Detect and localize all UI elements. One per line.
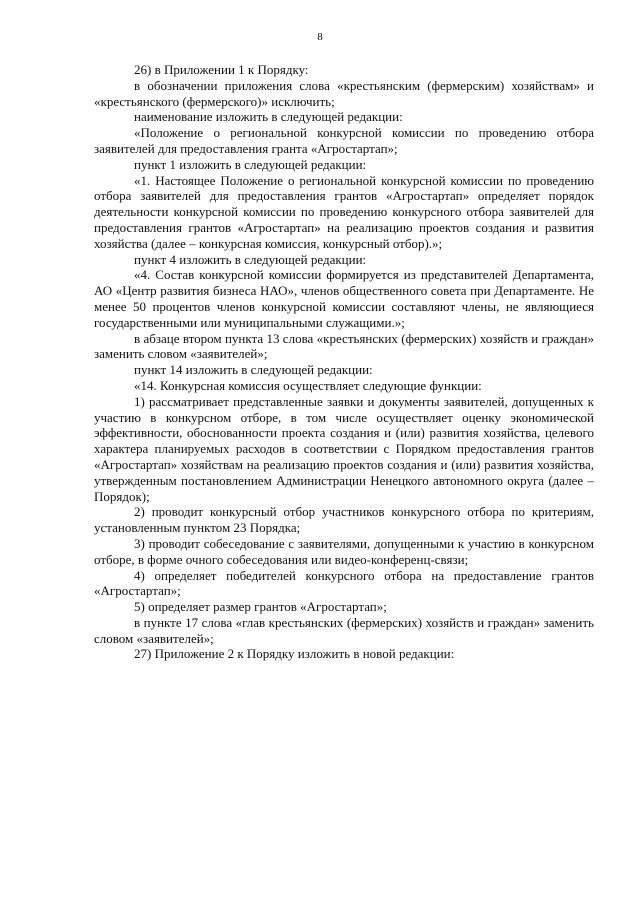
paragraph: «4. Состав конкурсной комиссии формируется из представителей Департамента, АО «Центр развития бизнеса НАО», членов общественного совета при Департаменте. Не менее 50 процентов членов конкурсной комиссии составляют члены, не являющиеся государственными или муниципальными служащими.»;	[94, 267, 594, 330]
paragraph: 2) проводит конкурсный отбор участников конкурсного отбора по критериям, установленным пунктом 23 Порядка;	[94, 504, 594, 536]
paragraph: в абзаце втором пункта 13 слова «крестьянских (фермерских) хозяйств и граждан» заменить словом «заявителей»;	[94, 330, 594, 362]
paragraph: «1. Настоящее Положение о региональной конкурсной комиссии по проведению отбора заявителей для предоставления грантов «Агростартап» определяет порядок деятельности конкурсной комиссии по проведению конкурсного отбора заявителей для предоставления грантов «Агростартап» на реализацию проектов создания и развития хозяйства (далее – конкурсная комиссия, конкурсный отбор).»;	[94, 172, 594, 251]
paragraph: в пункте 17 слова «глав крестьянских (фермерских) хозяйств и граждан» заменить словом «заявителей»;	[94, 614, 594, 646]
paragraph: «Положение о региональной конкурсной комиссии по проведению отбора заявителей для предоставления гранта «Агростартап»;	[94, 125, 594, 156]
paragraph: 1) рассматривает представленные заявки и документы заявителей, допущенных к участию в конкурсном отборе, в том числе осуществляет оценку экономической эффективности, обоснованности проекта создания и (или) развития хозяйства, целевого характера планируемых расходов в соответствии с Порядком предоставления грантов «Агростартап» хозяйствам на реализацию проектов создания и (или) развития хозяйства, утвержденным постановлением Администрации Ненецкого автономного округа (далее – Порядок);	[94, 393, 594, 504]
paragraph: 5) определяет размер грантов «Агростартап»;	[134, 599, 387, 615]
paragraph: 27) Приложение 2 к Порядку изложить в новой редакции:	[134, 646, 455, 662]
paragraph: пункт 1 изложить в следующей редакции:	[134, 156, 367, 172]
page-number: 8	[317, 31, 323, 43]
paragraph: 3) проводит собеседование с заявителями, допущенными к участию в конкурсном отборе, в форме очного собеседования или видео-конференц-связи;	[94, 535, 594, 567]
paragraph: в обозначении приложения слова «крестьянским (фермерским) хозяйствам» и «крестьянского (фермерского)» исключить;	[94, 77, 594, 109]
paragraph: пункт 4 изложить в следующей редакции:	[134, 251, 367, 267]
document-body	[94, 62, 594, 662]
paragraph: наименование изложить в следующей редакции:	[134, 109, 403, 125]
paragraph: 4) определяет победителей конкурсного отбора на предоставление грантов «Агростартап»;	[94, 567, 594, 599]
paragraph: «14. Конкурсная комиссия осуществляет следующие функции:	[134, 377, 482, 393]
paragraph: 26) в Приложении 1 к Порядку:	[134, 62, 309, 77]
paragraph: пункт 14 изложить в следующей редакции:	[134, 362, 373, 378]
